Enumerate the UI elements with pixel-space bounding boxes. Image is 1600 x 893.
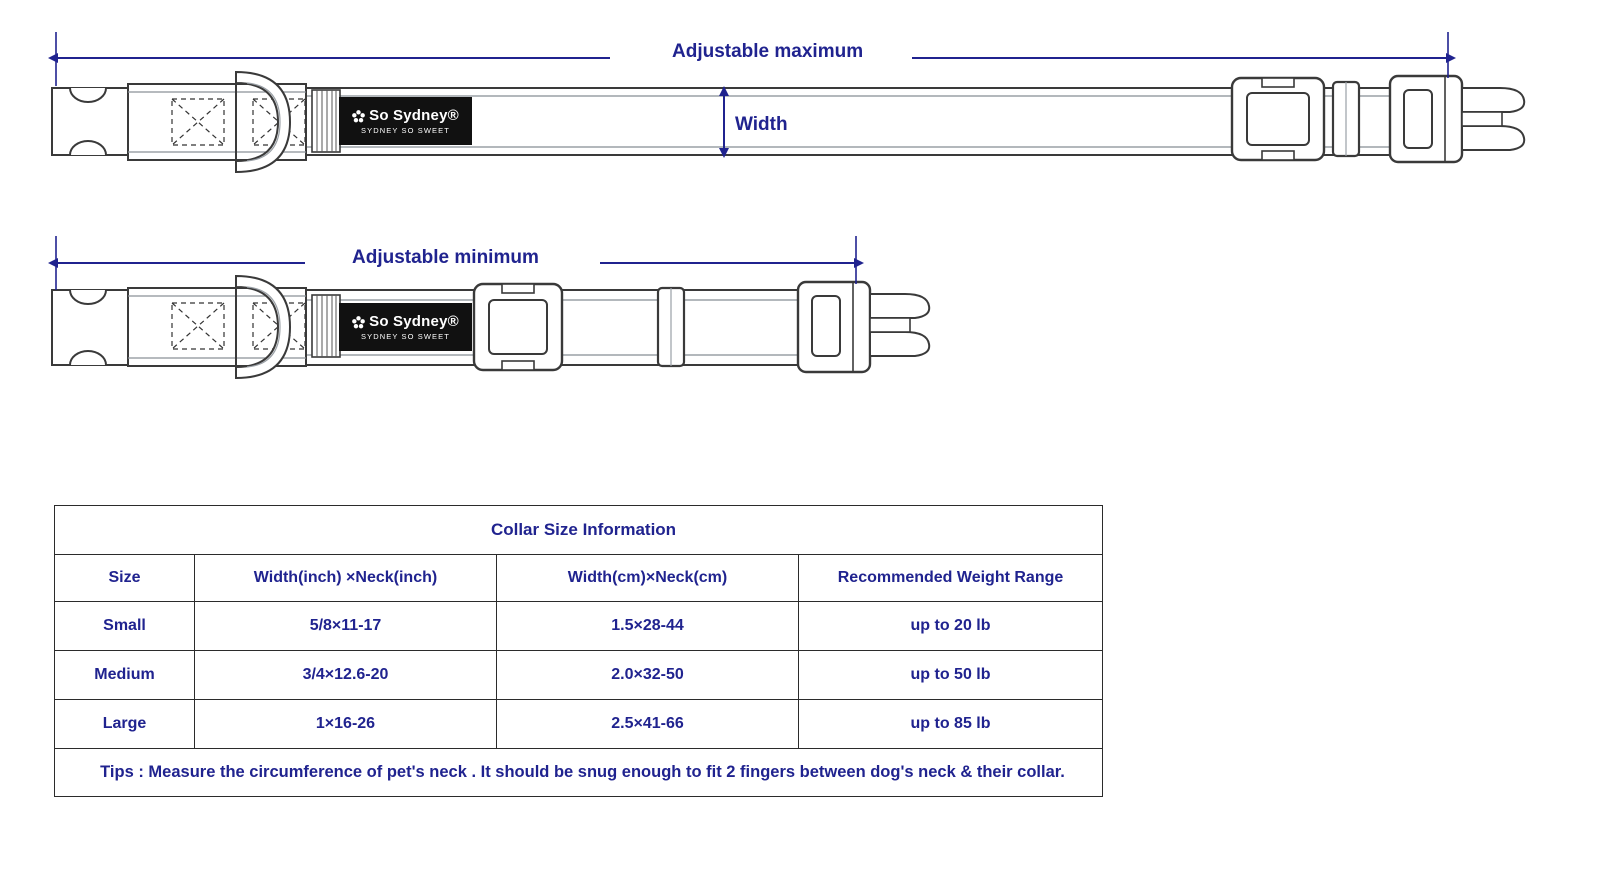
cell-size-large: Large bbox=[55, 700, 195, 749]
cell-size-small: Small bbox=[55, 602, 195, 651]
cell-cm-medium: 2.0×32-50 bbox=[497, 651, 799, 700]
cell-inch-medium: 3/4×12.6-20 bbox=[195, 651, 497, 700]
header-width-neck-cm: Width(cm)×Neck(cm) bbox=[497, 555, 799, 602]
table-title-row bbox=[55, 506, 1103, 555]
brand-label-maximum bbox=[339, 97, 472, 145]
table-tips: Tips : Measure the circumference of pet's neck . It should be snug enough to fit 2 fingers between dog's neck & their collar. bbox=[55, 749, 1103, 797]
cell-inch-large: 1×16-26 bbox=[195, 700, 497, 749]
table-row bbox=[55, 651, 1103, 700]
brand-tagline: SYDNEY SO SWEET bbox=[361, 331, 450, 341]
brand-name-row bbox=[352, 108, 459, 123]
brand-name: So Sydney® bbox=[369, 106, 459, 124]
slider-buckle bbox=[474, 284, 562, 370]
cell-cm-small: 1.5×28-44 bbox=[497, 602, 799, 651]
webbing-gather bbox=[312, 295, 340, 357]
collar-size-table bbox=[54, 505, 1102, 797]
table-row bbox=[55, 700, 1103, 749]
cell-weight-large: up to 85 lb bbox=[799, 700, 1103, 749]
flower-icon bbox=[352, 110, 365, 123]
keeper-loop bbox=[658, 288, 684, 366]
brand-label-minimum bbox=[339, 303, 472, 351]
brand-name: So Sydney® bbox=[369, 312, 459, 330]
flower-icon bbox=[352, 316, 365, 329]
table-title: Collar Size Information bbox=[55, 506, 1103, 555]
brand-tagline: SYDNEY SO SWEET bbox=[361, 125, 450, 135]
header-weight-range: Recommended Weight Range bbox=[799, 555, 1103, 602]
slider-buckle bbox=[1232, 78, 1324, 160]
header-width-neck-inch: Width(inch) ×Neck(inch) bbox=[195, 555, 497, 602]
cell-cm-large: 2.5×41-66 bbox=[497, 700, 799, 749]
table-row bbox=[55, 602, 1103, 651]
table-header-row bbox=[55, 555, 1103, 602]
cell-weight-small: up to 20 lb bbox=[799, 602, 1103, 651]
cell-weight-medium: up to 50 lb bbox=[799, 651, 1103, 700]
side-release-buckle bbox=[1390, 76, 1524, 162]
cell-size-medium: Medium bbox=[55, 651, 195, 700]
keeper-loop bbox=[1333, 82, 1359, 156]
cell-inch-small: 5/8×11-17 bbox=[195, 602, 497, 651]
label-adjustable-minimum: Adjustable minimum bbox=[352, 247, 539, 268]
header-size: Size bbox=[55, 555, 195, 602]
brand-name-row bbox=[352, 314, 459, 329]
webbing-gather bbox=[312, 90, 340, 152]
label-adjustable-maximum: Adjustable maximum bbox=[672, 41, 864, 62]
label-width: Width bbox=[735, 114, 788, 135]
table-tips-row bbox=[55, 749, 1103, 797]
side-release-buckle bbox=[798, 282, 929, 372]
